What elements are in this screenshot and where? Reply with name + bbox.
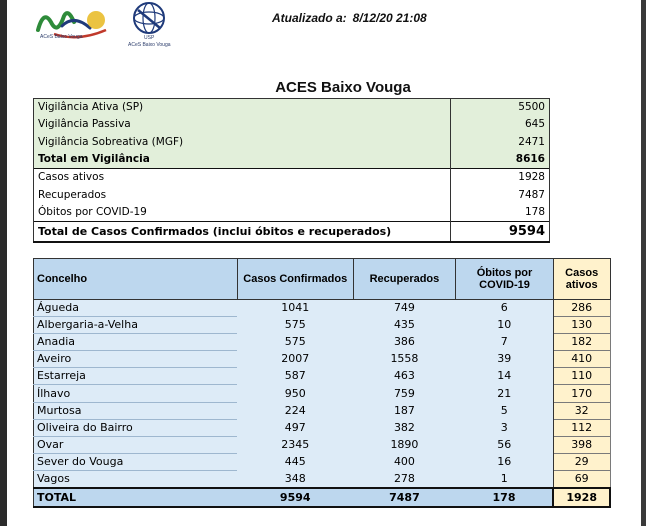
cell-confirmados: 224 <box>237 402 353 419</box>
concelhos-table <box>33 258 611 508</box>
summary-value: 9594 <box>451 222 550 243</box>
cell-confirmados: 575 <box>237 334 353 351</box>
cell-obitos: 3 <box>456 419 554 436</box>
cell-obitos: 14 <box>456 368 554 385</box>
summary-value: 5500 <box>451 99 550 117</box>
cell-concelho: Aveiro <box>34 351 238 368</box>
updated-timestamp <box>272 11 427 25</box>
total-obitos: 178 <box>456 488 554 507</box>
table-row <box>34 436 611 453</box>
cell-ativos: 130 <box>553 317 610 334</box>
cell-concelho: Anadia <box>34 334 238 351</box>
aces-logo-text: ACeS Baixo Vouga <box>40 34 83 40</box>
total-ativos: 1928 <box>553 488 610 507</box>
cell-recuperados: 382 <box>353 419 455 436</box>
cell-concelho: Vagos <box>34 470 238 488</box>
cell-ativos: 182 <box>553 334 610 351</box>
updated-label: Atualizado a: <box>272 11 347 25</box>
cell-confirmados: 2345 <box>237 436 353 453</box>
cell-obitos: 21 <box>456 385 554 402</box>
usp-logo-text: ACeS Baixo Vouga <box>128 42 171 48</box>
usp-logo-mark: USP <box>144 35 155 41</box>
summary-label: Total em Vigilância <box>34 151 451 169</box>
summary-label: Vigilância Sobreativa (MGF) <box>34 134 451 151</box>
cell-ativos: 398 <box>553 436 610 453</box>
summary-value: 645 <box>451 116 550 133</box>
cell-recuperados: 386 <box>353 334 455 351</box>
table-header-row <box>34 259 611 300</box>
cell-obitos: 1 <box>456 470 554 488</box>
header-recuperados: Recuperados <box>353 259 455 300</box>
total-concelho: TOTAL <box>34 488 238 507</box>
summary-value: 8616 <box>451 151 550 169</box>
header-obitos-line1: Óbitos por <box>476 267 533 279</box>
table-row <box>34 334 611 351</box>
header-obitos <box>456 259 554 300</box>
table-row <box>34 385 611 402</box>
summary-label: Vigilância Passiva <box>34 116 451 133</box>
cell-confirmados: 348 <box>237 470 353 488</box>
cell-confirmados: 445 <box>237 453 353 470</box>
cell-recuperados: 463 <box>353 368 455 385</box>
summary-table <box>33 98 550 243</box>
cell-recuperados: 400 <box>353 453 455 470</box>
table-row <box>34 470 611 488</box>
cell-confirmados: 497 <box>237 419 353 436</box>
cell-ativos: 170 <box>553 385 610 402</box>
cell-concelho: Ílhavo <box>34 385 238 402</box>
summary-row-total-vigilancia <box>34 151 550 169</box>
summary-row <box>34 186 550 203</box>
summary-label: Total de Casos Confirmados (inclui óbitos e recuperados) <box>34 222 451 243</box>
cell-recuperados: 1558 <box>353 351 455 368</box>
summary-row <box>34 134 550 151</box>
header-obitos-line2: COVID-19 <box>479 279 530 291</box>
table-row <box>34 402 611 419</box>
cell-recuperados: 1890 <box>353 436 455 453</box>
table-row <box>34 300 611 317</box>
summary-value: 1928 <box>451 169 550 187</box>
table-row <box>34 317 611 334</box>
cell-obitos: 10 <box>456 317 554 334</box>
cell-ativos: 410 <box>553 351 610 368</box>
cell-concelho: Oliveira do Bairro <box>34 419 238 436</box>
header-ativos <box>553 259 610 300</box>
table-row <box>34 453 611 470</box>
cell-obitos: 5 <box>456 402 554 419</box>
cell-obitos: 7 <box>456 334 554 351</box>
header-ativos-line1: Casos <box>565 267 599 279</box>
summary-value: 178 <box>451 204 550 222</box>
summary-value: 2471 <box>451 134 550 151</box>
cell-concelho: Estarreja <box>34 368 238 385</box>
summary-row-total-confirmados <box>34 222 550 243</box>
cell-confirmados: 575 <box>237 317 353 334</box>
cell-ativos: 32 <box>553 402 610 419</box>
summary-row <box>34 204 550 222</box>
cell-obitos: 56 <box>456 436 554 453</box>
cell-concelho: Ovar <box>34 436 238 453</box>
table-total-row <box>34 488 611 507</box>
summary-row <box>34 116 550 133</box>
cell-confirmados: 1041 <box>237 300 353 317</box>
summary-label: Vigilância Ativa (SP) <box>34 99 451 117</box>
cell-obitos: 6 <box>456 300 554 317</box>
cell-confirmados: 587 <box>237 368 353 385</box>
total-confirmados: 9594 <box>237 488 353 507</box>
table-row <box>34 368 611 385</box>
aces-logo <box>34 4 114 42</box>
cell-ativos: 110 <box>553 368 610 385</box>
cell-ativos: 29 <box>553 453 610 470</box>
page-title: ACES Baixo Vouga <box>275 79 411 96</box>
cell-concelho: Águeda <box>34 300 238 317</box>
cell-obitos: 39 <box>456 351 554 368</box>
table-row <box>34 419 611 436</box>
table-row <box>34 351 611 368</box>
summary-label: Casos ativos <box>34 169 451 187</box>
cell-recuperados: 278 <box>353 470 455 488</box>
cell-ativos: 69 <box>553 470 610 488</box>
summary-label: Recuperados <box>34 186 451 203</box>
cell-concelho: Sever do Vouga <box>34 453 238 470</box>
cell-ativos: 286 <box>553 300 610 317</box>
cell-concelho: Murtosa <box>34 402 238 419</box>
usp-logo <box>120 0 178 48</box>
summary-row <box>34 169 550 187</box>
total-recuperados: 7487 <box>353 488 455 507</box>
header-concelho: Concelho <box>34 259 238 300</box>
cell-ativos: 112 <box>553 419 610 436</box>
cell-confirmados: 2007 <box>237 351 353 368</box>
updated-value: 8/12/20 21:08 <box>352 11 427 25</box>
cell-recuperados: 759 <box>353 385 455 402</box>
cell-recuperados: 187 <box>353 402 455 419</box>
header-confirmados: Casos Confirmados <box>237 259 353 300</box>
cell-obitos: 16 <box>456 453 554 470</box>
cell-concelho: Albergaria-a-Velha <box>34 317 238 334</box>
cell-recuperados: 749 <box>353 300 455 317</box>
summary-label: Óbitos por COVID-19 <box>34 204 451 222</box>
summary-row <box>34 99 550 117</box>
header-ativos-line2: ativos <box>565 279 598 291</box>
cell-confirmados: 950 <box>237 385 353 402</box>
cell-recuperados: 435 <box>353 317 455 334</box>
summary-value: 7487 <box>451 186 550 203</box>
